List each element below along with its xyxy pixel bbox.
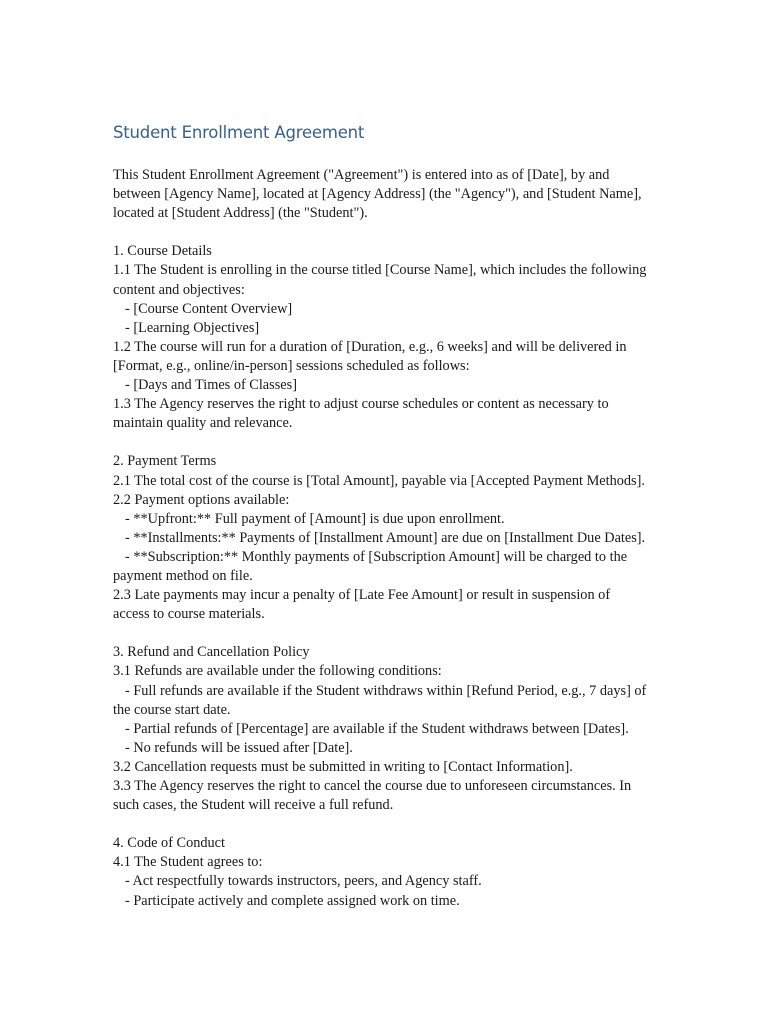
document-body	[113, 166, 665, 911]
text-line: 4.1 The Student agrees to:	[113, 854, 263, 871]
text-line: the course start date.	[113, 701, 231, 718]
text-line: 3.3 The Agency reserves the right to cancel the course due to unforeseen circumstances. In	[113, 778, 632, 794]
text-line: - Full refunds are available if the Student withdraws within [Refund Period, e.g., 7 days] of	[125, 682, 647, 699]
text-line: 1.3 The Agency reserves the right to adjust course schedules or content as necessary to	[113, 396, 609, 413]
text-line: - Act respectfully towards instructors, peers, and Agency staff.	[125, 873, 482, 890]
text-line: - No refunds will be issued after [Date].	[125, 739, 353, 756]
text-line: 1.2 The course will run for a duration of [Duration, e.g., 6 weeks] and will be delivered in	[113, 338, 627, 355]
text-line: content and objectives:	[113, 281, 245, 298]
text-line: 3.2 Cancellation requests must be submitted in writing to [Contact Information].	[113, 758, 573, 775]
text-line: This Student Enrollment Agreement ("Agreement") is entered into as of [Date], by and	[113, 167, 610, 183]
text-line: 3. Refund and Cancellation Policy	[113, 644, 310, 661]
text-line: - [Course Content Overview]	[125, 300, 293, 317]
text-line: access to course materials.	[113, 606, 265, 623]
text-line: 2.1 The total cost of the course is [Total Amount], payable via [Accepted Payment Methods].	[113, 472, 645, 489]
text-line: - **Upfront:** Full payment of [Amount] is due upon enrollment.	[125, 510, 505, 527]
text-line: payment method on file.	[113, 567, 253, 584]
text-line: 2.2 Payment options available:	[113, 491, 290, 508]
blank-line	[113, 815, 665, 834]
text-line: located at [Student Address] (the "Student").	[113, 205, 368, 222]
text-line: [Format, e.g., online/in-person] sessions scheduled as follows:	[113, 357, 470, 374]
text-line: 4. Code of Conduct	[113, 835, 225, 852]
text-line: - Participate actively and complete assigned work on time.	[125, 892, 460, 909]
text-line: maintain quality and relevance.	[113, 415, 293, 432]
text-line: such cases, the Student will receive a full refund.	[113, 797, 394, 814]
text-line: between [Agency Name], located at [Agency Address] (the "Agency"), and [Student Name],	[113, 186, 642, 203]
blank-line	[113, 624, 665, 643]
text-line: - **Subscription:** Monthly payments of [Subscription Amount] will be charged to the	[125, 548, 628, 565]
text-line: 3.1 Refunds are available under the following conditions:	[113, 663, 442, 680]
text-line: 2.3 Late payments may incur a penalty of [Late Fee Amount] or result in suspension of	[113, 587, 611, 604]
document-title: Student Enrollment Agreement	[113, 123, 365, 142]
text-line: - [Days and Times of Classes]	[125, 377, 297, 394]
text-line: 1. Course Details	[113, 243, 212, 260]
text-line: - **Installments:** Payments of [Installment Amount] are due on [Installment Due Dates].	[125, 529, 646, 546]
text-line: - Partial refunds of [Percentage] are available if the Student withdraws between [Dates].	[125, 720, 629, 737]
blank-line	[113, 223, 665, 242]
text-line: - [Learning Objectives]	[125, 319, 260, 336]
blank-line	[113, 433, 665, 452]
text-line: 2. Payment Terms	[113, 453, 217, 470]
text-line: 1.1 The Student is enrolling in the course titled [Course Name], which includes the following	[113, 262, 647, 279]
